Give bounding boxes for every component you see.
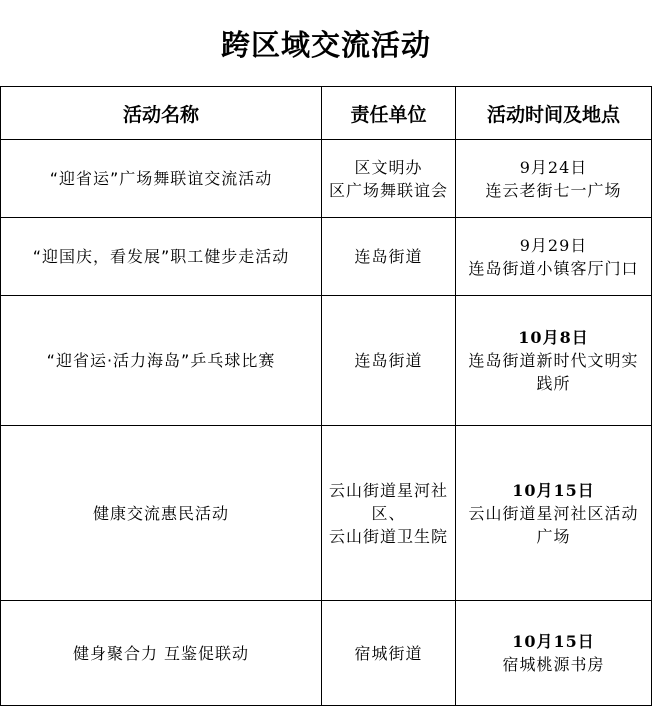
time-place-cell (456, 426, 652, 601)
activity-name-cell: “迎省运”广场舞联谊交流活动 (1, 140, 322, 218)
event-date: 9月24日 (519, 157, 588, 177)
activity-name-cell: “迎国庆，看发展”职工健步走活动 (1, 218, 322, 296)
responsible-unit-cell (322, 601, 456, 706)
event-place: 连云老街七一广场 (485, 180, 622, 200)
events-table (0, 86, 652, 706)
table-row (1, 601, 652, 706)
table-header-row (1, 87, 652, 140)
header-responsible-unit: 责任单位 (322, 87, 456, 140)
unit-line: 连岛街道 (354, 247, 423, 266)
header-time-and-place: 活动时间及地点 (456, 87, 652, 140)
table-row (1, 218, 652, 296)
event-place: 连岛街道新时代文明实践所 (468, 351, 639, 393)
responsible-unit-cell (322, 140, 456, 218)
event-place: 云山街道星河社区活动广场 (468, 503, 639, 546)
event-date: 10月8日 (518, 328, 589, 347)
table-row (1, 426, 652, 601)
event-place: 宿城桃源书房 (502, 655, 605, 674)
unit-line: 云山街道星河社区、 (328, 480, 448, 523)
unit-line: 云山街道卫生院 (328, 526, 448, 546)
time-place-cell (456, 601, 652, 706)
time-place-cell (456, 296, 652, 426)
event-date: 10月15日 (512, 480, 595, 500)
header-activity-name: 活动名称 (1, 87, 322, 140)
page-title: 跨区域交流活动 (220, 27, 431, 62)
unit-line: 区文明办 (354, 157, 423, 177)
table-row (1, 140, 652, 218)
activity-name-cell: 健康交流惠民活动 (1, 426, 322, 601)
responsible-unit-cell (322, 426, 456, 601)
time-place-cell (456, 218, 652, 296)
event-date: 9月29日 (519, 235, 588, 255)
responsible-unit-cell (322, 218, 456, 296)
event-date: 10月15日 (512, 632, 595, 651)
event-place: 连岛街道小镇客厅门口 (468, 258, 639, 278)
table-row (1, 296, 652, 426)
unit-line: 连岛街道 (354, 351, 423, 370)
responsible-unit-cell (322, 296, 456, 426)
unit-line: 区广场舞联谊会 (328, 180, 448, 200)
activity-name-cell: 健身聚合力 互鉴促联动 (1, 601, 322, 706)
activity-name-cell: “迎省运·活力海岛”乒乓球比赛 (1, 296, 322, 426)
unit-line: 宿城街道 (354, 643, 423, 663)
time-place-cell (456, 140, 652, 218)
